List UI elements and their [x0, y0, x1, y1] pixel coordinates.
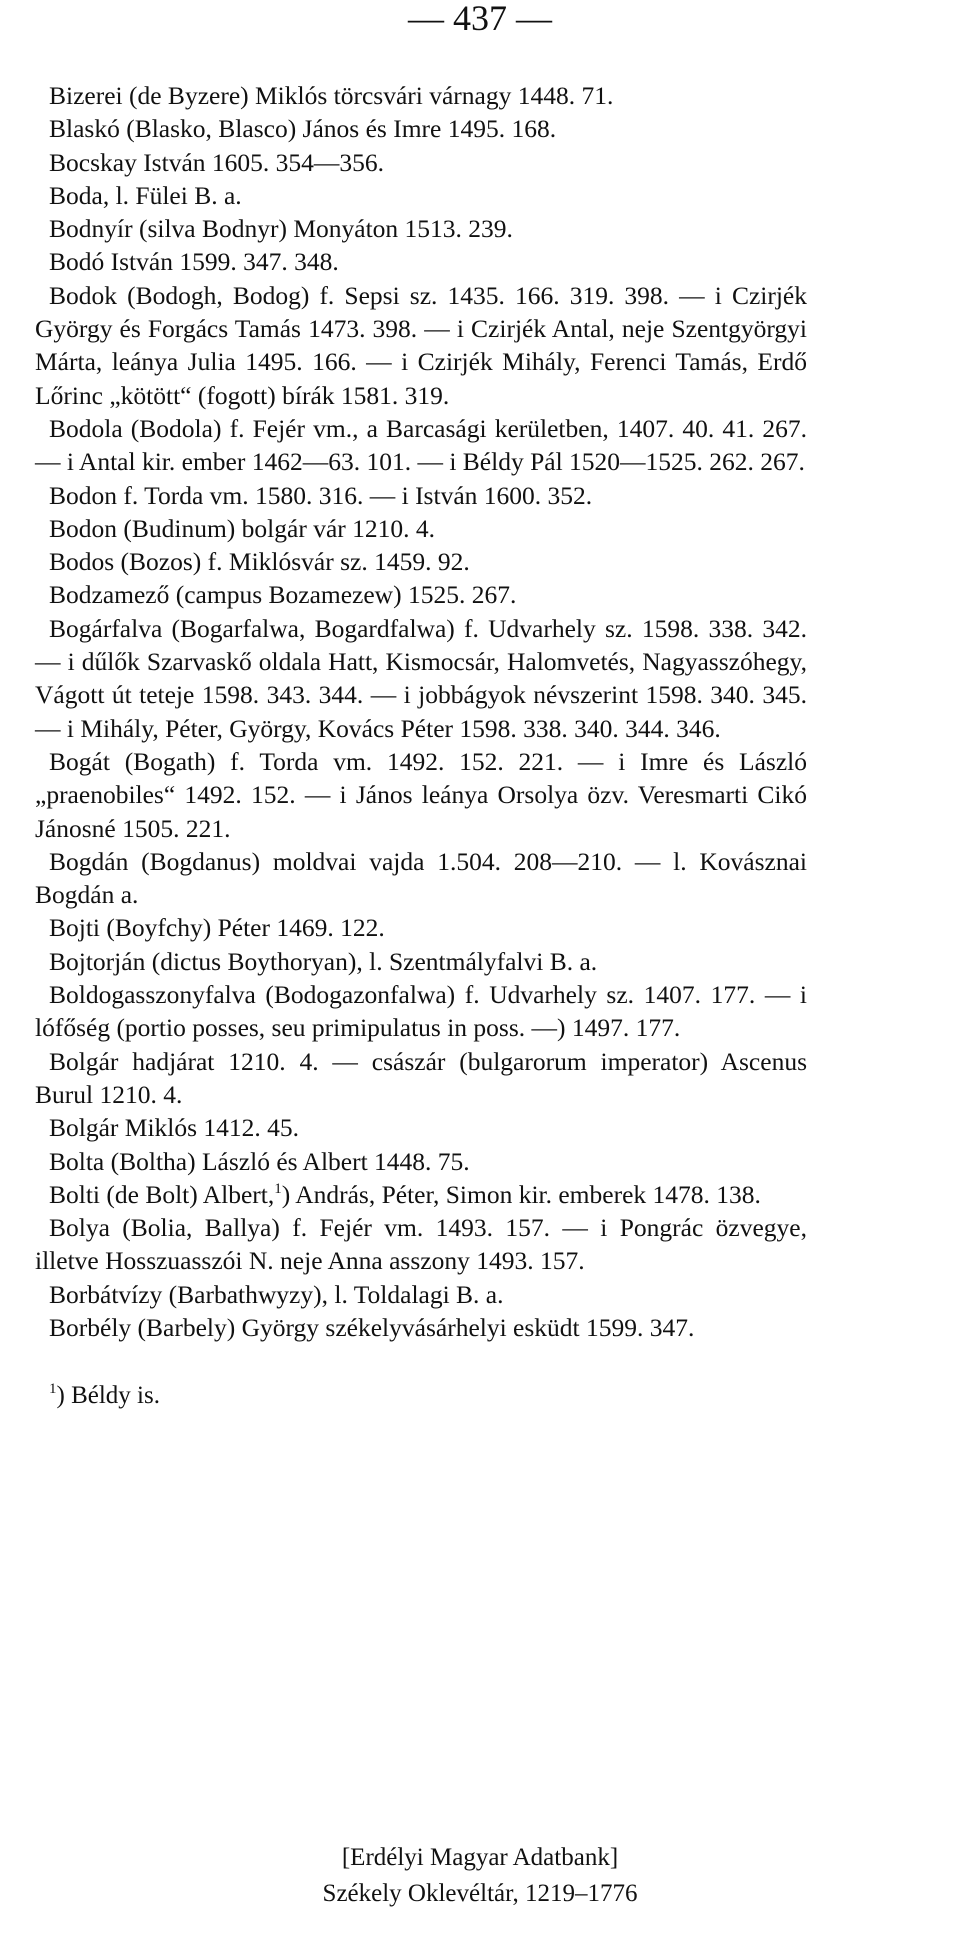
- index-entry: [35, 1178, 807, 1211]
- index-entry: Bocskay István 1605. 354—356.: [49, 147, 385, 177]
- page-number: — 437 —: [408, 0, 552, 38]
- index-entry: Bodnyír (silva Bodnyr) Monyáton 1513. 239.: [49, 214, 513, 244]
- index-entry: Bolya (Bolia, Ballya) f. Fejér vm. 1493. 157. — i Pongrác özvegye, illetve Hosszuasszói N. neje Anna asszony 1493. 157.: [35, 1213, 807, 1276]
- index-entry: Bodon f. Torda vm. 1580. 316. — i István 1600. 352.: [49, 480, 593, 510]
- index-entry: Bodzamező (campus Bozamezew) 1525. 267.: [49, 580, 517, 610]
- footnote: [49, 1379, 160, 1412]
- footnote-reference: 1: [274, 1180, 282, 1197]
- index-entry: Borbély (Barbely) György székelyvásárhelyi esküdt 1599. 347.: [49, 1312, 695, 1342]
- index-entry: Bogdán (Bogdanus) moldvai vajda 1.504. 208—210. — l. Kovásznai Bogdán a.: [35, 846, 807, 910]
- footer-title: Székely Oklevéltár, 1219–1776: [322, 1880, 638, 1907]
- index-entry: Bodó István 1599. 347. 348.: [49, 247, 339, 277]
- index-entry: Bolgár hadjárat 1210. 4. — császár (bulgarorum imperator) Ascenus Burul 1210. 4.: [35, 1046, 807, 1109]
- entry-text: Bolti (de Bolt) Albert,: [49, 1179, 275, 1209]
- index-entry: Borbátvízy (Barbathwyzy), l. Toldalagi B. a.: [49, 1279, 504, 1309]
- index-entry: Bodola (Bodola) f. Fejér vm., a Barcasági kerületben, 1407. 40. 41. 267. — i Antal kir. ember 1462—63. 101. — i Béldy Pál 1520—1525. 262. 267.: [35, 413, 807, 477]
- index-entry: Boda, l. Fülei B. a.: [49, 180, 242, 210]
- index-entry: Bolta (Boltha) László és Albert 1448. 75.: [49, 1146, 470, 1176]
- index-entry: Bodok (Bodogh, Bodog) f. Sepsi sz. 1435. 166. 319. 398. — i Czirjék György és Forgács Tamás 1473. 398. — i Czirjék Antal, neje Szentgyörgyi Márta, leánya Julia 1495. 166. — i Czirjék Mihály, Ferenci Tamás, Erdő Lőrinc „kötött“ (fogott) bírák 1581. 319.: [35, 280, 807, 410]
- index-entry: Bodon (Budinum) bolgár vár 1210. 4.: [49, 513, 435, 543]
- index-entry: Bodos (Bozos) f. Miklósvár sz. 1459. 92.: [49, 547, 470, 577]
- index-entry: Boldogasszonyfalva (Bodogazonfalwa) f. Udvarhely sz. 1407. 177. — i lófőség (portio posses, seu primipulatus in poss. —) 1497. 177.: [35, 980, 807, 1043]
- index-entry: Bogát (Bogath) f. Torda vm. 1492. 152. 221. — i Imre és László „praenobiles“ 1492. 152. — i János leánya Orsolya özv. Veresmarti Cikó Jánosné 1505. 221.: [35, 746, 807, 843]
- entry-text: ) András, Péter, Simon kir. emberek 1478. 138.: [281, 1179, 761, 1209]
- page-footer: [0, 1840, 960, 1912]
- footnote-marker: 1: [49, 1381, 57, 1397]
- index-entry: Bizerei (de Byzere) Miklós törcsvári várnagy 1448. 71.: [49, 81, 614, 110]
- index-entry: Bogárfalva (Bogarfalwa, Bogardfalwa) f. Udvarhely sz. 1598. 338. 342. — i dűlők Szarvaskő oldala Hatt, Kismocsár, Halomvetés, Nagyasszóhegy, Vágott út teteje 1598. 343. 344. — i jobbágyok névszerint 1598. 340. 345. — i Mihály, Péter, György, Kovács Péter 1598. 338. 340. 344. 346.: [35, 613, 807, 743]
- footnote-text: ) Béldy is.: [56, 1382, 160, 1409]
- index-entry: Blaskó (Blasko, Blasco) János és Imre 1495. 168.: [49, 114, 557, 144]
- index-entry: Bojti (Boyfchy) Péter 1469. 122.: [49, 913, 385, 943]
- footer-source: [Erdélyi Magyar Adatbank]: [341, 1844, 619, 1871]
- index-entry: Bojtorján (dictus Boythoryan), l. Szentmályfalvi B. a.: [49, 946, 598, 976]
- index-entry: Bolgár Miklós 1412. 45.: [49, 1113, 300, 1143]
- index-entries: [35, 79, 807, 1344]
